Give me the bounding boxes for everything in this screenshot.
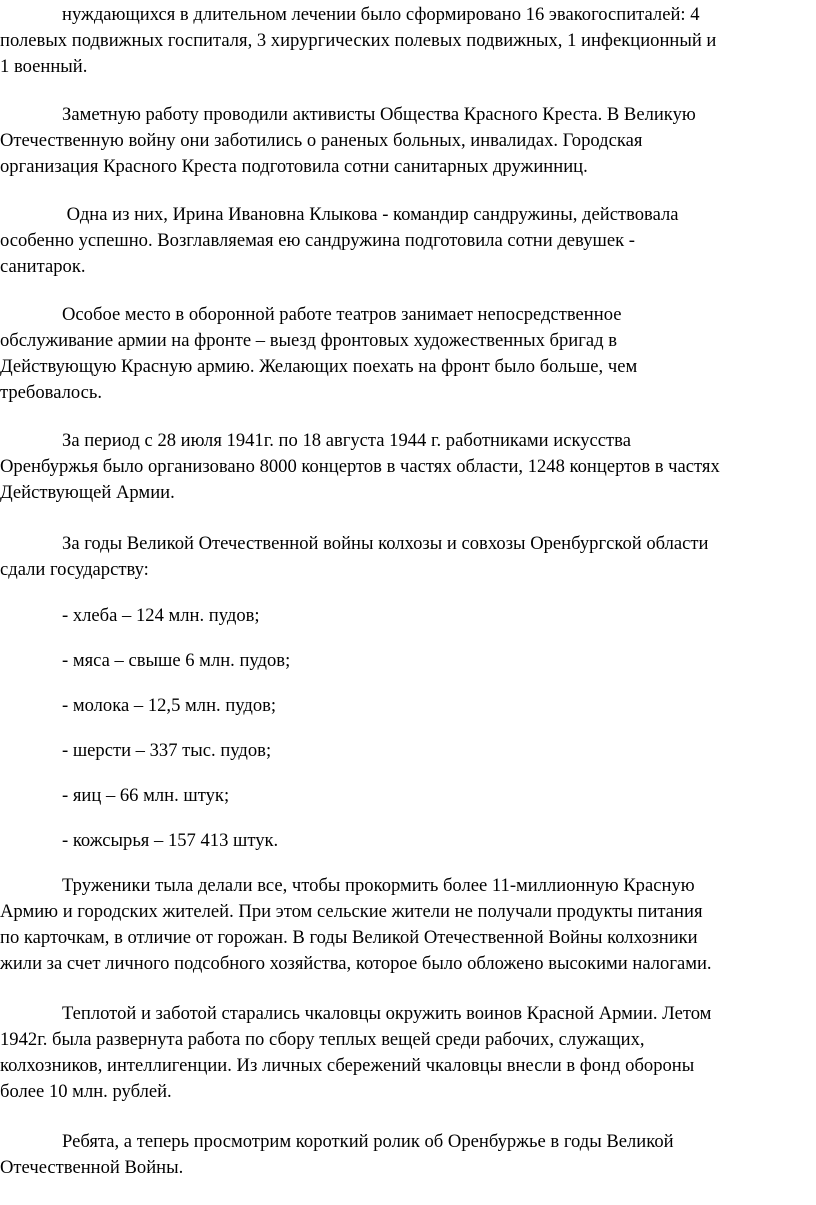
text-line: Особое место в оборонной работе театров занимает непосредственное <box>62 304 622 325</box>
paragraph-5 <box>0 428 810 506</box>
text-line: Армию и городских жителей. При этом сельские жители не получали продукты питания <box>0 901 703 922</box>
text-line: Отечественную войну они заботились о раненых больных, инвалидах. Городская <box>0 130 643 151</box>
text-line: Отечественной Войны. <box>0 1157 184 1178</box>
text-line: Заметную работу проводили активисты Общества Красного Креста. В Великую <box>62 104 696 125</box>
text-line: по карточкам, в отличие от горожан. В годы Великой Отечественной Войны колхозники <box>0 927 698 948</box>
text-line: Теплотой и заботой старались чкаловцы окружить воинов Красной Армии. Летом <box>62 1003 712 1024</box>
paragraph-3 <box>0 202 810 280</box>
list-item: - хлеба – 124 млн. пудов; <box>62 605 260 626</box>
text-line: За период с 28 июля 1941г. по 18 августа 1944 г. работниками искусства <box>62 430 631 451</box>
list-item: - мяса – свыше 6 млн. пудов; <box>62 650 291 671</box>
paragraph-4 <box>0 302 810 406</box>
paragraph-9 <box>0 1129 810 1181</box>
text-line: требовалось. <box>0 382 103 403</box>
text-line: санитарок. <box>0 256 86 277</box>
paragraph-8 <box>0 1001 810 1105</box>
text-line: жили за счет личного подсобного хозяйства, которое было обложено высокими налогами. <box>0 953 712 974</box>
text-line: колхозников, интеллигенции. Из личных сбережений чкаловцы внесли в фонд обороны <box>0 1055 695 1076</box>
text-line: обслуживание армии на фронте – выезд фронтовых художественных бригад в <box>0 330 618 351</box>
list-item: - шерсти – 337 тыс. пудов; <box>62 740 272 761</box>
paragraph-6 <box>0 531 810 583</box>
text-line: сдали государству: <box>0 559 149 580</box>
text-line: Одна из них, Ирина Ивановна Клыкова - командир сандружины, действовала <box>62 204 679 225</box>
paragraph-7 <box>0 873 810 977</box>
text-line: 1 военный. <box>0 56 88 77</box>
text-line: организация Красного Креста подготовила сотни санитарных дружинниц. <box>0 156 588 177</box>
text-line: Действующей Армии. <box>0 482 175 503</box>
text-line: Действующую Красную армию. Желающих поехать на фронт было больше, чем <box>0 356 638 377</box>
text-line: полевых подвижных госпиталя, 3 хирургических полевых подвижных, 1 инфекционный и <box>0 30 717 51</box>
paragraph-1 <box>0 2 810 80</box>
text-line: Труженики тыла делали все, чтобы прокормить более 11-миллионную Красную <box>62 875 695 896</box>
text-line: особенно успешно. Возглавляемая ею сандружина подготовила сотни девушек - <box>0 230 635 251</box>
text-line: 1942г. была развернута работа по сбору теплых вещей среди рабочих, служащих, <box>0 1029 645 1050</box>
text-line: Оренбуржья было организовано 8000 концертов в частях области, 1248 концертов в частях <box>0 456 720 477</box>
list-item: - молока – 12,5 млн. пудов; <box>62 695 277 716</box>
text-line: более 10 млн. рублей. <box>0 1081 172 1102</box>
list-item: - яиц – 66 млн. штук; <box>62 785 230 806</box>
list-item: - кожсырья – 157 413 штук. <box>62 830 279 851</box>
text-line: За годы Великой Отечественной войны колхозы и совхозы Оренбургской области <box>62 533 709 554</box>
text-line: Ребята, а теперь просмотрим короткий ролик об Оренбуржье в годы Великой <box>62 1131 674 1152</box>
paragraph-2 <box>0 102 810 180</box>
text-line: нуждающихся в длительном лечении было сформировано 16 эвакогоспиталей: 4 <box>62 4 700 25</box>
